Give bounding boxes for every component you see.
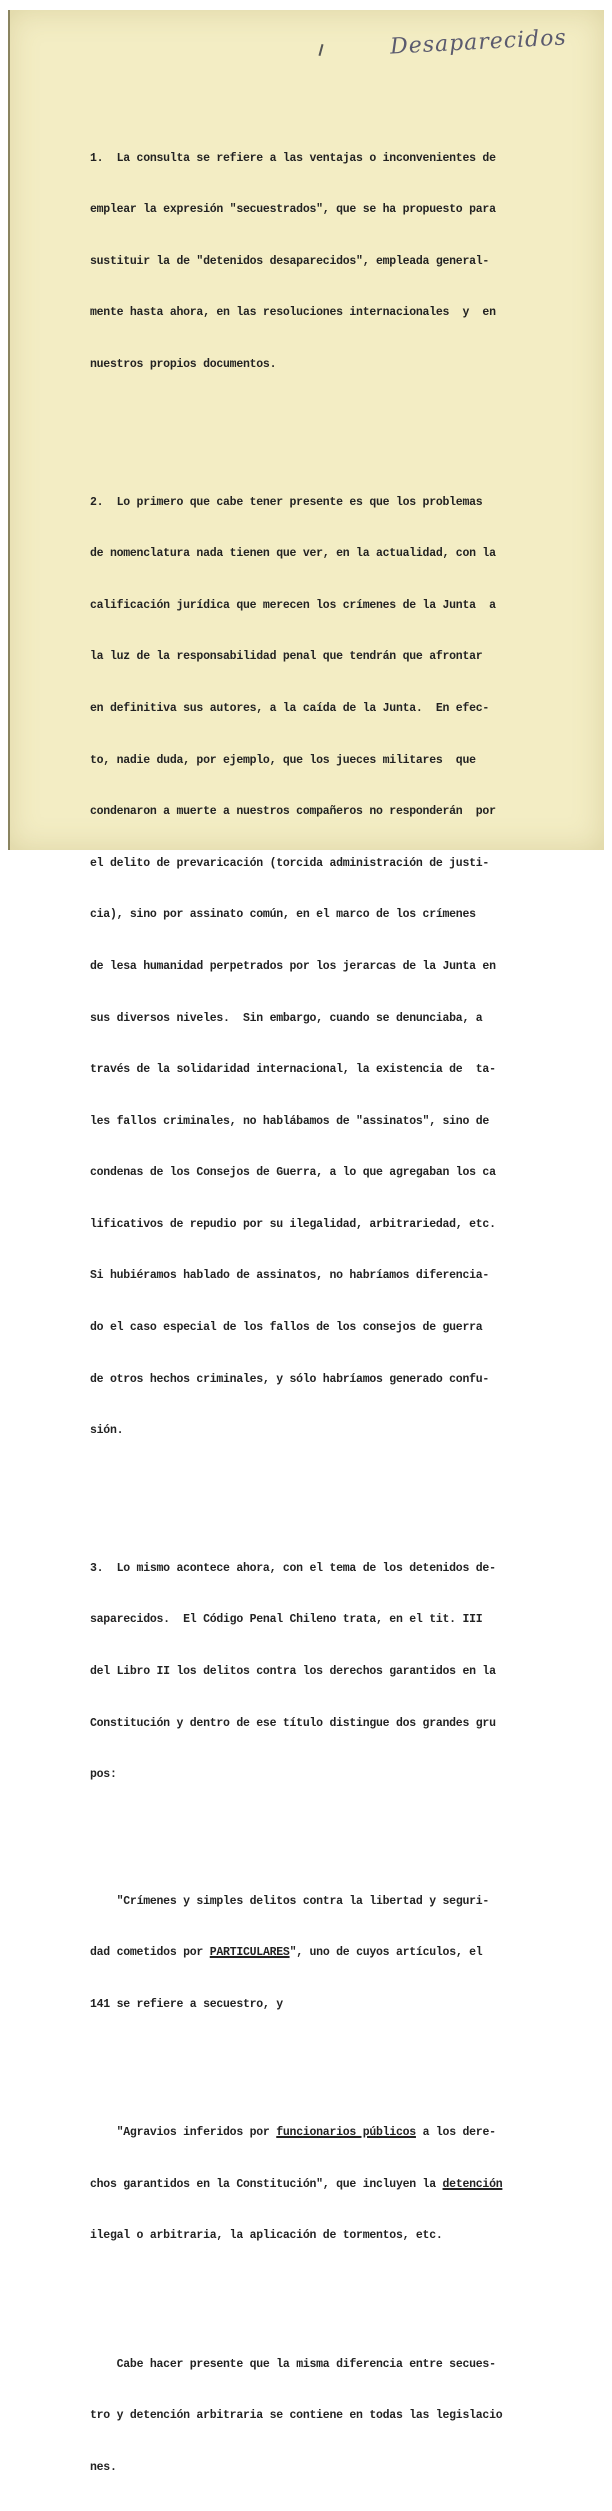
closing-line: tro y detención arbitraria se contiene en todas las legislacio — [90, 2409, 503, 2423]
p2-line: lificativos de repudio por su ilegalidad, arbitrariedad, etc. — [90, 1217, 496, 1231]
p2-line: Si hubiéramos hablado de assinatos, no habríamos diferencia- — [90, 1269, 490, 1283]
quote2-text: chos garantidos en la Constitución", que incluyen la — [90, 2177, 443, 2191]
quote1-line — [90, 1893, 560, 1910]
p3-line: saparecidos. El Código Penal Chileno trata, en el tit. III — [90, 1613, 483, 1627]
quote2-line — [90, 2176, 560, 2193]
p2-line: de nomenclatura nada tienen que ver, en la actualidad, con la — [90, 547, 496, 561]
handwritten-annotation: Desaparecidos — [389, 25, 568, 60]
quote1-text: dad cometidos por — [90, 1946, 210, 1960]
closing-text: Cabe hacer presente que la misma diferencia entre secues- — [116, 2357, 496, 2371]
p1-line: 1. La consulta se refiere a las ventajas o inconvenientes de — [90, 151, 496, 165]
p3-line: pos: — [90, 1768, 117, 1782]
p2-line: sión. — [90, 1424, 124, 1438]
p2-line: calificación jurídica que merecen los crímenes de la Junta a — [90, 598, 496, 612]
p2-line: to, nadie duda, por ejemplo, que los jueces militares que — [90, 753, 476, 767]
p2-line: de otros hechos criminales, y sólo habríamos generado confu- — [90, 1372, 490, 1386]
scan-edge — [8, 10, 10, 850]
p2-line: través de la solidaridad internacional, la existencia de ta- — [90, 1063, 496, 1077]
p1-line: sustituir la de "detenidos desaparecidos", empleada general- — [90, 254, 490, 268]
p1-line: mente hasta ahora, en las resoluciones internacionales y en — [90, 306, 496, 320]
p3-line: 3. Lo mismo acontece ahora, con el tema de los detenidos de- — [90, 1561, 496, 1575]
pen-mark — [318, 44, 323, 56]
underlined-funcionarios: funcionarios públicos — [276, 2126, 416, 2140]
quote1-text: ", uno de cuyos artículos, el — [289, 1946, 483, 1960]
quote1-text: "Crímenes y simples delitos contra la libertad y seguri- — [116, 1894, 490, 1908]
p2-line: de lesa humanidad perpetrados por los jerarcas de la Junta en — [90, 959, 496, 973]
p2-line: condenas de los Consejos de Guerra, a lo que agregaban los ca — [90, 1166, 496, 1180]
underlined-detencion: detención — [442, 2177, 503, 2191]
p2-line: cia), sino por assinato común, en el marco de los crímenes — [90, 908, 476, 922]
underlined-particulares: PARTICULARES — [209, 1946, 290, 1960]
document-body — [90, 98, 560, 2511]
p2-line: la luz de la responsabilidad penal que tendrán que afrontar — [90, 650, 483, 664]
quote1-line: 141 se refiere a secuestro, y — [90, 1997, 283, 2011]
closing-line — [90, 2356, 560, 2373]
paragraph-gap — [90, 408, 560, 425]
p3-line: del Libro II los delitos contra los derechos garantidos en la — [90, 1665, 496, 1679]
p2-line: condenaron a muerte a nuestros compañeros no responderán por — [90, 805, 496, 819]
document-page — [8, 10, 604, 2475]
p2-line: les fallos criminales, no hablábamos de "assinatos", sino de — [90, 1114, 490, 1128]
p1-line: nuestros propios documentos. — [90, 357, 277, 371]
p3-line: Constitución y dentro de ese título distingue dos grandes gru — [90, 1716, 496, 1730]
p2-line: 2. Lo primero que cabe tener presente es que los problemas — [90, 495, 483, 509]
p2-line: en definitiva sus autores, a la caída de la Junta. En efec- — [90, 701, 490, 715]
quote1-line — [90, 1944, 560, 1961]
quote2-line — [90, 2124, 560, 2141]
p2-line: do el caso especial de los fallos de los consejos de guerra — [90, 1321, 483, 1335]
p2-line: el delito de prevaricación (torcida administración de justi- — [90, 856, 490, 870]
quote2-line: ilegal o arbitraria, la aplicación de tormentos, etc. — [90, 2229, 443, 2243]
paragraph-gap — [90, 2047, 560, 2055]
quote2-text: a los dere- — [415, 2126, 496, 2140]
paragraph-gap — [90, 2279, 560, 2287]
p1-line: emplear la expresión "secuestrados", que se ha propuesto para — [90, 203, 496, 217]
quote2-text: "Agravios inferidos por — [116, 2126, 277, 2140]
paragraph-gap — [90, 1818, 560, 1824]
p2-line: sus diversos niveles. Sin embargo, cuando se denunciaba, a — [90, 1011, 483, 1025]
closing-line: nes. — [90, 2461, 117, 2475]
paragraph-gap — [90, 1474, 560, 1491]
